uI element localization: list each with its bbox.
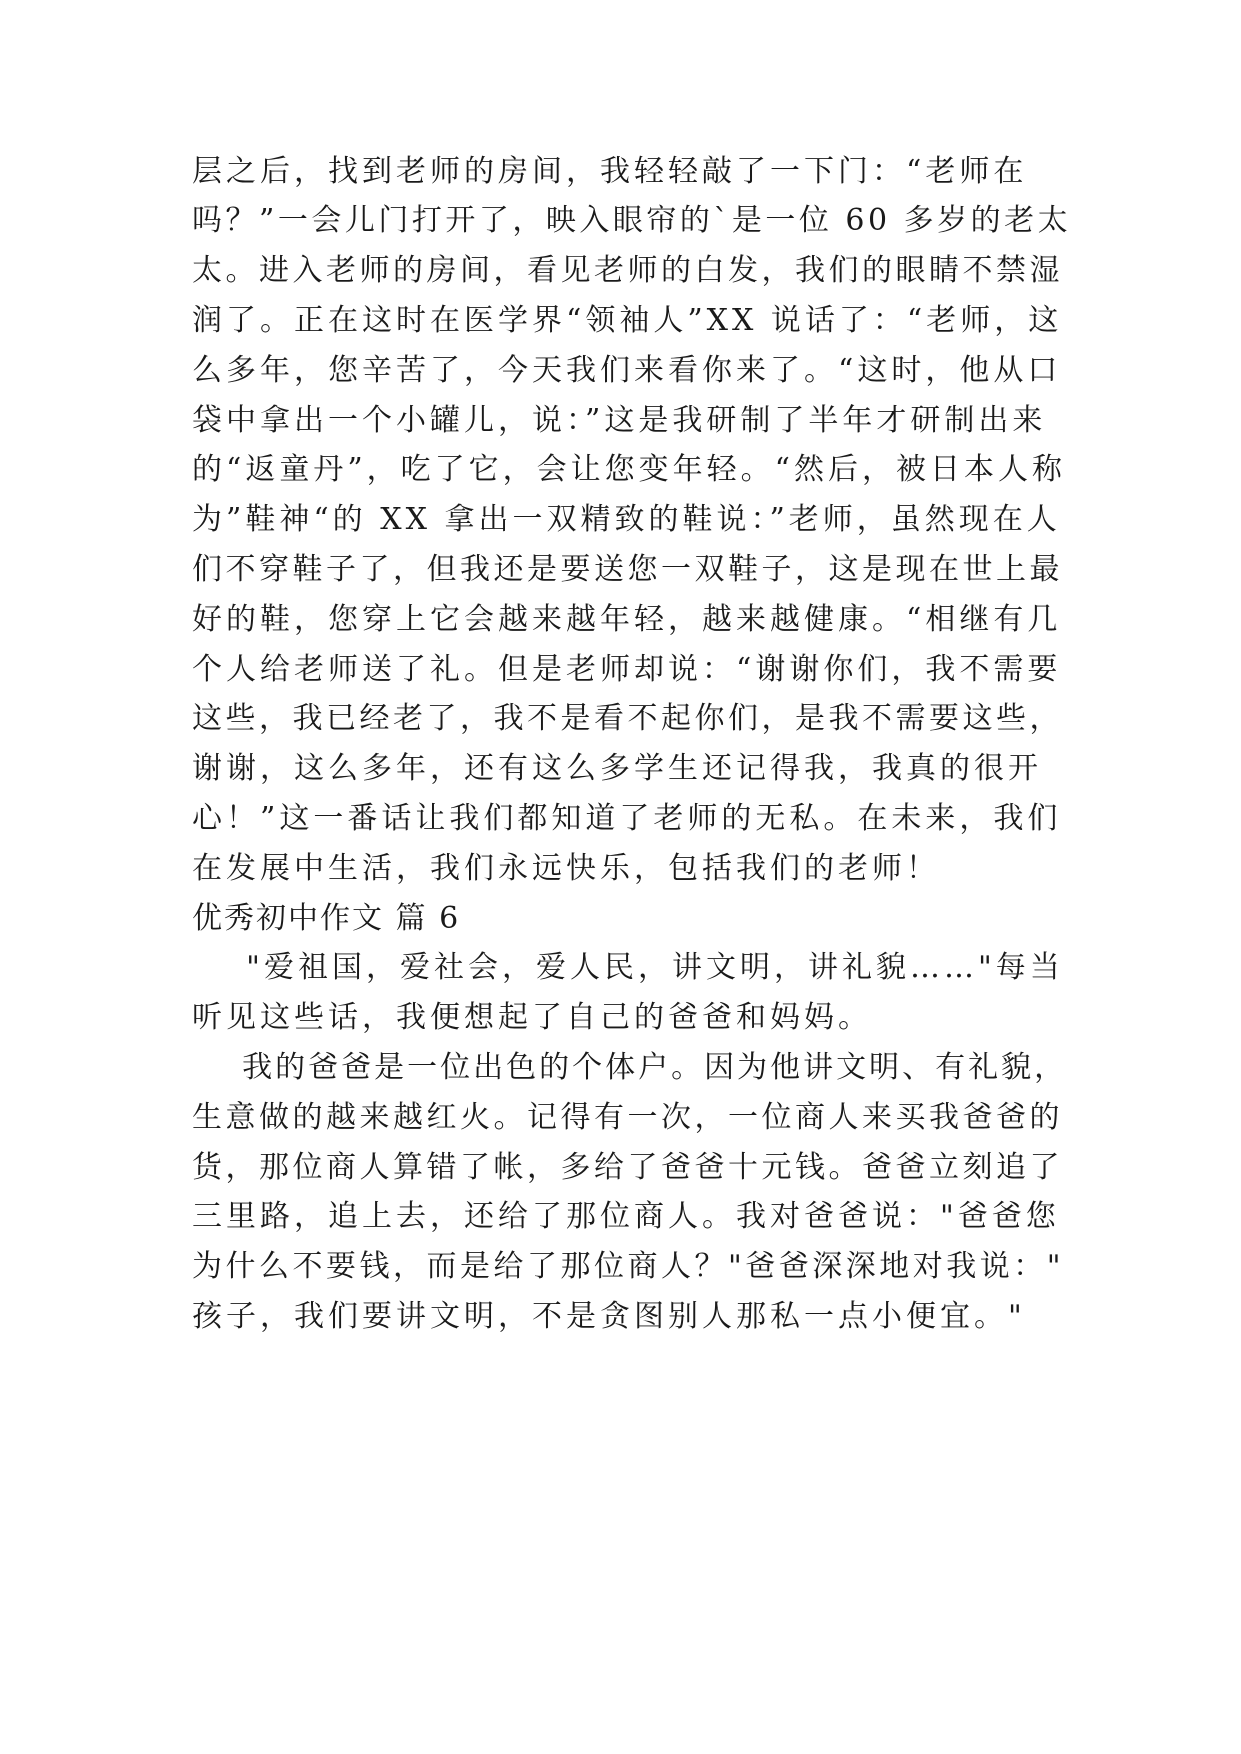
text-line: 好的鞋，您穿上它会越来越年轻，越来越健康。“相继有几 [192, 602, 1062, 637]
text-line: 货，那位商人算错了帐，多给了爸爸十元钱。爸爸立刻追了 [192, 1150, 1063, 1185]
text-line: "爱祖国，爱社会，爱人民，讲文明，讲礼貌……"每当 [192, 950, 1064, 985]
section-heading: 优秀初中作文 篇 6 [192, 901, 461, 936]
text-line: 润了。正在这时在医学界“领袖人”XX 说话了：“老师，这 [192, 303, 1063, 338]
text-line: 吗？”一会儿门打开了，映入眼帘的`是一位 60 多岁的老太 [192, 203, 1072, 238]
text-line: 在发展中生活，我们永远快乐，包括我们的老师！ [192, 851, 940, 886]
text-line: 为什么不要钱，而是给了那位商人？"爸爸深深地对我说：" [192, 1249, 1065, 1284]
text-line: 们不穿鞋子了，但我还是要送您一双鞋子，这是现在世上最 [192, 552, 1063, 587]
text-line: 层之后，找到老师的房间，我轻轻敲了一下门：“老师在 [192, 154, 1028, 189]
text-line: 么多年，您辛苦了，今天我们来看你来了。“这时，他从口 [192, 353, 1062, 388]
text-line: 个人给老师送了礼。但是老师却说：“谢谢你们，我不需要 [192, 652, 1062, 687]
text-line: 的“返童丹”，吃了它，会让您变年轻。“然后，被日本人称 [192, 452, 1067, 487]
text-line: 为”鞋神“的 XX 拿出一双精致的鞋说：”老师，虽然现在人 [192, 502, 1061, 537]
text-line: 三里路，追上去，还给了那位商人。我对爸爸说："爸爸您 [192, 1199, 1060, 1234]
text-line: 袋中拿出一个小罐儿，说：”这是我研制了半年才研制出来 [192, 403, 1047, 438]
text-line: 这些，我已经老了，我不是看不起你们，是我不需要这些， [192, 701, 1063, 736]
text-line: 生意做的越来越红火。记得有一次，一位商人来买我爸爸的 [192, 1100, 1063, 1135]
text-line: 孩子，我们要讲文明，不是贪图别人那私一点小便宜。" [192, 1299, 1026, 1334]
text-line: 谢谢，这么多年，还有这么多学生还记得我，我真的很开 [192, 751, 1042, 786]
text-line: 太。进入老师的房间，看见老师的白发，我们的眼睛不禁湿 [192, 253, 1063, 288]
text-line: 听见这些话，我便想起了自己的爸爸和妈妈。 [192, 1000, 872, 1035]
text-line: 我的爸爸是一位出色的个体户。因为他讲文明、有礼貌， [192, 1050, 1068, 1085]
text-line: 心！”这一番话让我们都知道了老师的无私。在未来，我们 [192, 801, 1062, 836]
